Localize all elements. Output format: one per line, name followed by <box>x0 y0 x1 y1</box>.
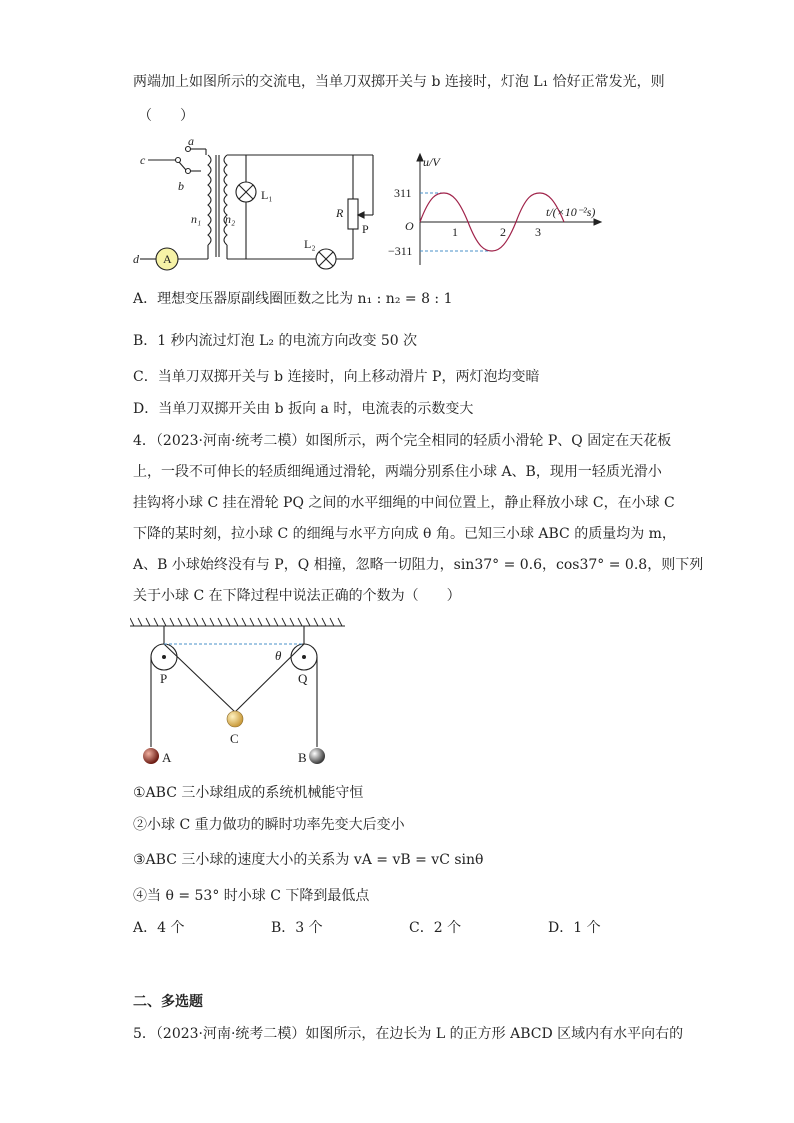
q4-choice-a: A．4 个 <box>133 920 185 936</box>
q4-stem-line: 关于小球 C 在下降过程中说法正确的个数为（ ） <box>133 588 461 604</box>
ball-b-label: B <box>298 750 307 765</box>
transformer-circuit-figure <box>128 135 388 275</box>
pulley-p-label: P <box>160 671 168 686</box>
ball-c <box>227 711 243 727</box>
section-title: 二、多选题 <box>133 994 203 1010</box>
q3-option-c: C．当单刀双掷开关与 b 连接时，向上移动滑片 P，两灯泡均变暗 <box>133 369 540 385</box>
terminal-c-label: c <box>140 153 146 167</box>
contact-b-label: b <box>178 179 184 193</box>
graph-xtick-1: 1 <box>452 225 458 239</box>
n2-label: n₂ <box>225 212 236 226</box>
graph-ylabel: u/V <box>423 155 440 169</box>
q4-choice-c: C．2 个 <box>409 920 462 936</box>
ball-a <box>143 748 159 764</box>
contact-a-label: a <box>188 135 194 148</box>
rheostat-r-label: R <box>336 206 344 220</box>
voltage-time-graph <box>385 150 605 270</box>
q4-choice-d: D．1 个 <box>548 920 601 936</box>
q4-statement-1: ①ABC 三小球组成的系统机械能守恒 <box>133 785 364 801</box>
q4-stem-line: 挂钩将小球 C 挂在滑轮 PQ 之间的水平细绳的中间位置上，静止释放小球 C，在小球 C <box>133 495 675 511</box>
q4-stem-line: A、B 小球始终没有与 P，Q 相撞，忽略一切阻力，sin37° = 0.6，cos37° = 0.8，则下列 <box>133 557 704 573</box>
ammeter-label: A <box>163 252 172 266</box>
n1-label: n₁ <box>191 212 202 226</box>
q5-stem-line: 5．（2023·河南·统考二模）如图所示，在边长为 L 的正方形 ABCD 区域内有水平向右的 <box>133 1026 684 1042</box>
q4-choice-b: B．3 个 <box>271 920 323 936</box>
q3-option-a: A．理想变压器原副线圈匝数之比为 n₁ : n₂ = 8 : 1 <box>133 291 453 307</box>
ball-c-label: C <box>230 731 239 746</box>
graph-ytick-positive: 311 <box>394 186 412 200</box>
q3-stem-line: 两端加上如图所示的交流电，当单刀双掷开关与 b 连接时，灯泡 L₁ 恰好正常发光，则 <box>133 74 665 90</box>
ball-b <box>309 748 325 764</box>
q3-option-b: B．1 秒内流过灯泡 L₂ 的电流方向改变 50 次 <box>133 333 418 349</box>
pulley-q-label: Q <box>298 671 308 686</box>
graph-ytick-negative: −311 <box>388 244 413 258</box>
terminal-d-label: d <box>133 252 139 266</box>
q4-statement-3: ③ABC 三小球的速度大小的关系为 vA = vB = vC sinθ <box>133 852 484 868</box>
graph-xtick-2: 2 <box>500 225 506 239</box>
angle-theta-label: θ <box>275 648 282 663</box>
graph-origin: O <box>405 219 414 233</box>
q4-stem-line: 4．（2023·河南·统考二模）如图所示，两个完全相同的轻质小滑轮 P、Q 固定在天花板 <box>133 433 672 449</box>
graph-xtick-3: 3 <box>535 225 541 239</box>
q4-statement-4: ④当 θ = 53° 时小球 C 下降到最低点 <box>133 888 370 904</box>
graph-xlabel: t/(×10⁻²s) <box>546 205 596 219</box>
q4-stem-line: 上，一段不可伸长的轻质细绳通过滑轮，两端分别系住小球 A、B，现用一轻质光滑小 <box>133 464 662 480</box>
q4-stem-line: 下降的某时刻，拉小球 C 的细绳与水平方向成 θ 角。已知三小球 ABC 的质量均为 m， <box>133 526 676 542</box>
lamp-l2-label: L₂ <box>304 237 316 251</box>
pulley-figure <box>130 617 350 772</box>
q4-statement-2: ②小球 C 重力做功的瞬时功率先变大后变小 <box>133 817 405 833</box>
q3-answer-bracket: （ ） <box>138 108 194 124</box>
ball-a-label: A <box>162 750 172 765</box>
q3-option-d: D．当单刀双掷开关由 b 扳向 a 时，电流表的示数变大 <box>133 401 474 417</box>
slider-p-label: P <box>362 222 369 236</box>
lamp-l1-label: L₁ <box>261 188 273 202</box>
